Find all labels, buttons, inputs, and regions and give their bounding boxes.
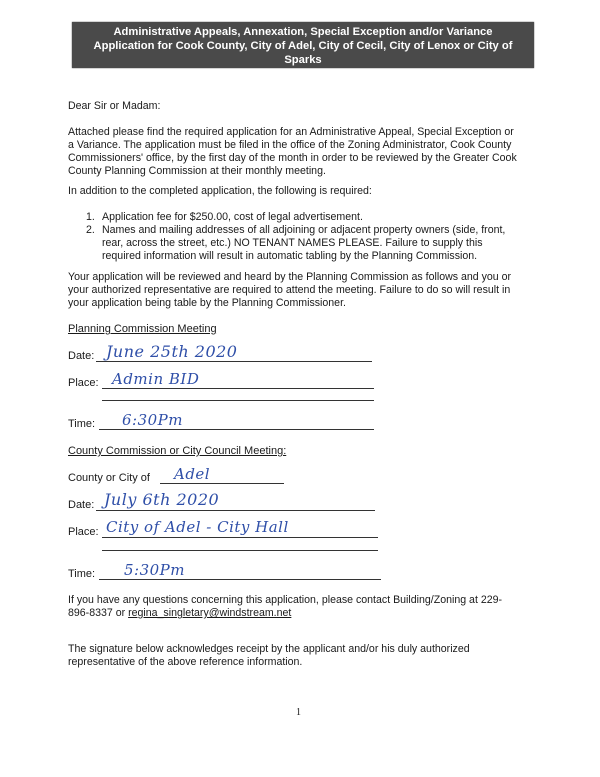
intro-line-3: Commissioners' office, by the first day of the month in order to be reviewed by the Greater Cook — [68, 152, 517, 164]
requirement-text: Application fee for $250.00, cost of legal advertisement. — [102, 211, 363, 223]
signature-paragraph — [68, 643, 538, 669]
council-county-field[interactable]: Adel — [174, 465, 211, 483]
intro-line-2: a Variance. The application must be filed in the office of the Zoning Administrator, Cook County — [68, 139, 512, 151]
contact-email-link[interactable]: regina_singletary@windstream.net — [128, 607, 292, 619]
page-number: 1 — [296, 707, 301, 718]
planning-place-line — [102, 388, 374, 389]
requirement-text: required information will result in automatic tabling by the Planning Commission. — [102, 250, 478, 262]
signature-line-2: representative of the above reference information. — [68, 656, 303, 668]
requirement-number: 2. — [86, 224, 95, 236]
council-date-field[interactable]: July 6th 2020 — [104, 490, 220, 509]
review-line-2: your authorized representative are required to attend the meeting. Failure to do so will result in — [68, 284, 511, 296]
council-time-line — [99, 579, 381, 580]
council-date-line — [96, 510, 375, 511]
planning-heading: Planning Commission Meeting — [68, 323, 217, 335]
council-time-label: Time: — [68, 568, 96, 580]
intro-line-4: County Planning Commission at their monthly meeting. — [68, 165, 326, 177]
planning-time-line — [99, 429, 374, 430]
requirements-intro: In addition to the completed application, the following is required: — [68, 185, 372, 197]
banner-line-3: Sparks — [284, 54, 322, 66]
council-place-label: Place: — [68, 526, 99, 538]
intro-line-1: Attached please find the required application for an Administrative Appeal, Special Exception or — [68, 126, 514, 138]
requirement-text: Names and mailing addresses of all adjoining or adjacent property owners (side, front, — [102, 224, 506, 236]
review-paragraph — [68, 271, 538, 310]
council-time-field[interactable]: 5:30Pm — [124, 561, 186, 579]
contact-line-2 — [68, 607, 538, 620]
review-line-3: your application being table by the Planning Commissioner. — [68, 297, 346, 309]
planning-place-label: Place: — [68, 377, 99, 389]
banner-line-1: Administrative Appeals, Annexation, Special Exception and/or Variance — [113, 26, 493, 38]
council-place-field[interactable]: City of Adel - City Hall — [106, 518, 289, 536]
contact-line-1: If you have any questions concerning this application, please contact Building/Zoning at 229- — [68, 594, 503, 606]
planning-time-field[interactable]: 6:30Pm — [122, 411, 184, 429]
salutation: Dear Sir or Madam: — [68, 100, 161, 112]
council-county-label: County or City of — [68, 472, 150, 484]
requirement-number: 1. — [86, 211, 95, 223]
banner-line-2: Application for Cook County, City of Adel, City of Cecil, City of Lenox or City of — [93, 40, 513, 52]
planning-place-line-2 — [102, 400, 374, 401]
contact-paragraph — [68, 594, 538, 620]
title-banner — [72, 22, 534, 68]
council-heading: County Commission or City Council Meeting: — [68, 445, 287, 457]
planning-date-line — [96, 361, 372, 362]
council-place-line-2 — [102, 550, 378, 551]
planning-place-field[interactable]: Admin BID — [112, 370, 200, 388]
planning-date-label: Date: — [68, 350, 95, 362]
planning-date-field[interactable]: June 25th 2020 — [106, 342, 238, 361]
council-place-line — [102, 537, 378, 538]
contact-phone: 896-8337 or — [68, 607, 129, 619]
review-line-1: Your application will be reviewed and heard by the Planning Commission as follows and you or — [68, 271, 512, 283]
intro-paragraph — [68, 126, 538, 178]
council-county-line — [160, 483, 284, 484]
planning-time-label: Time: — [68, 418, 96, 430]
council-date-label: Date: — [68, 499, 95, 511]
requirement-text: rear, across the street, etc.) NO TENANT NAMES PLEASE. Failure to supply this — [102, 237, 483, 249]
signature-line-1: The signature below acknowledges receipt by the applicant and/or his duly authorized — [68, 643, 470, 655]
